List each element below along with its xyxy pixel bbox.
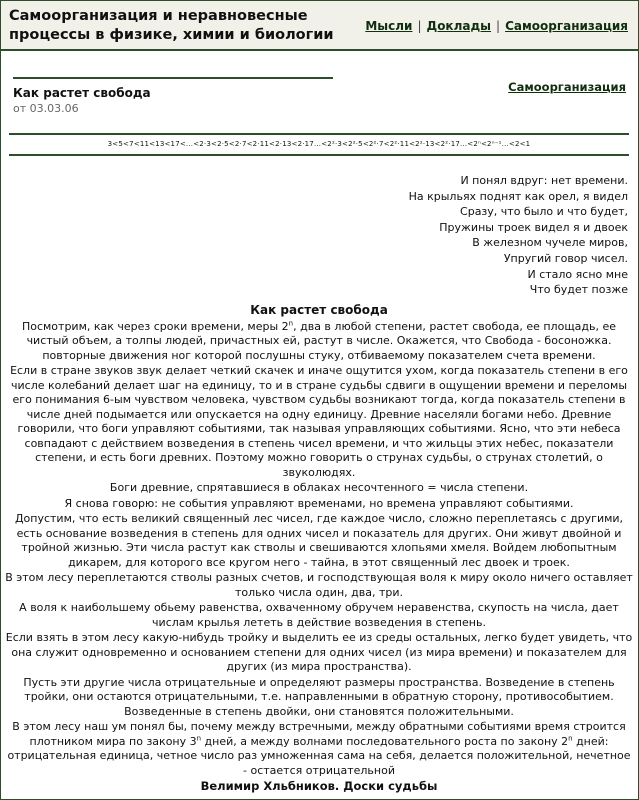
nav-separator: | <box>417 19 422 33</box>
paragraph: Если в стране звуков звук делает четкий скачек и иначе ощутится ухом, когда показатель степени в его числе колебаний делает шаг на единицу, то и в стране судьбы сдвиги в ощущении времени и переломы его понимания 6-ым чувством человека, чувством судьбы возникают тогда, когда показатель степени в числе дней подымается или опускается на одну единицу. Древние населяли богами небо. Древние говорили, что боги управляют событиями, так называя управляющих событиями. Ясно, что эти небеса совпадают с действием возведения в степень чисел времени, и что жильцы этих небес, показатели степени, и есть боги древних. Поэтому можно говорить о струнах судьбы, о струнах столетий, о звуколюдях. <box>10 364 628 479</box>
paragraph: Если взять в этом лесу какую-нибудь тройку и выделить ее из среды остальных, легко будет увидеть, что она служит одновременно и основанием степени для одних чисел (из мира времени) и показателем для других (из мира пространства). <box>5 631 633 673</box>
nav-link-reports[interactable]: Доклады <box>426 19 492 33</box>
body-heading: Как растет свобода <box>250 303 388 317</box>
signature: Велимир Хльбников. Доски судьбы <box>200 779 438 793</box>
paragraph: Допустим, что есть великий священный лес чисел, где каждое число, сложно переплетаясь с другими, есть основание возведения в степень для одних чисел и показатель для других. Они живут двойной и тройной жизнью. Эти числа растут как стволы и свешиваются хлопьями хмеля. Войдем любопытным дикарем, для которого все кругом него - тайна, в этот священный лес двоек и троек. <box>14 512 624 569</box>
poem-line: На крыльях поднят как орел, я видел <box>408 189 628 203</box>
paragraph: Пусть эти другие числа отрицательные и определяют размеры пространства. Возведение в степень тройки, они остаются отрицательными, т.е. направленными в обратную сторону, противособытием. Возведенные в степень двойки, они становятся положительными. <box>23 675 615 718</box>
poem-line: И понял вдруг: нет времени. <box>460 174 628 187</box>
epigraph-poem <box>409 173 628 298</box>
paragraph: В этом лесу наш ум понял бы, почему между встречными, между обратными событиями время строится плотником мира по закону 3$^n$ дней, а между волнами последовательного роста по закону 2$^n$ дней: отрицательная единица, четное число раз умноженная сама на себя, делается положительной, нечетное - остается отрицательной <box>7 720 631 777</box>
article-title: Как растет свобода <box>13 86 151 100</box>
poem-line: Упругий говор чисел. <box>503 251 628 265</box>
site-header <box>1 1 638 51</box>
top-navigation <box>365 19 628 33</box>
nav-link-thoughts[interactable]: Мысли <box>365 19 413 33</box>
article-date: от 03.03.06 <box>13 102 79 115</box>
poem-line: Что будет позже <box>529 283 628 297</box>
paragraph: Я снова говорю: не события управляют временами, но времена управляют событиями. <box>64 496 574 510</box>
paragraph: В этом лесу переплетаются стволы разных счетов, и господствующая воля к миру около ничего оставляет только числа один, два, три. <box>5 571 633 599</box>
poem-line: В железном чучеле миров, <box>472 236 628 250</box>
article-header <box>13 77 333 115</box>
poem-line: Пружины троек видел я и двоек <box>439 220 628 234</box>
site-title: Самоорганизация и неравновесные процессы в физике, химии и биологии <box>9 8 334 43</box>
nav-link-selforganization[interactable]: Самоорганизация <box>505 19 628 33</box>
poem-line: И стало ясно мне <box>527 267 628 281</box>
article-body <box>5 303 633 794</box>
section-link-selforganization[interactable]: Самоорганизация <box>508 80 626 94</box>
paragraph: Боги древние, спрятавшиеся в облаках несочтенного = числа степени. <box>109 481 529 494</box>
paragraph: А воля к наибольшему обьему равенства, охваченному обручем неравенства, скупость на числа, дает числам крылья лететь в действие возведения в степень. <box>19 601 619 629</box>
paragraph: Посмотрим, как через сроки времени, меры 2$^n$, два в любой степени, растет свобода, ее площадь, ее чистый объем, а толпы людей, причастных ей, растут в числе. Окажется, что Свобода - босоножка. повторные движения ног которой послушны стуку, отбиваемому показателем счета времени. <box>21 318 617 362</box>
nav-separator: | <box>496 19 501 33</box>
number-sequence-line: 3<5<7<11<13<17<...<2·3<2·5<2·7<2·11<2·13<2·17...<2²·3<2²·5<2²·7<2²·11<2²·13<2²·17...<2ⁿ<2ⁿ⁻¹...<2<1 <box>9 133 629 156</box>
poem-line: Сразу, что было и что будет, <box>460 205 628 219</box>
